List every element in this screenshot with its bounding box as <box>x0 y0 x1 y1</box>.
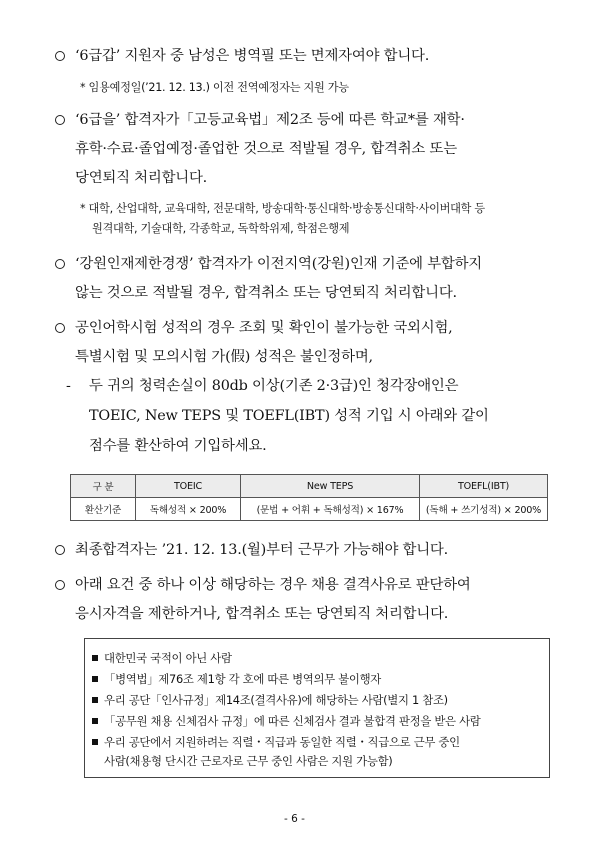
disqualification-1: 아래 요건 중 하나 이상 해당하는 경우 채용 결격사유로 판단하여 <box>75 577 471 593</box>
hearing-impaired-3: 점수를 환산하여 기입하세요. <box>89 438 267 454</box>
square-bullet-icon <box>92 676 98 682</box>
table-cell: (독해 + 쓰기성적) × 200% <box>420 498 548 521</box>
bullet-circle-icon <box>55 323 65 333</box>
table-header: TOEFL(IBT) <box>420 475 548 498</box>
list-item: 우리 공단「인사규정」제14조(결격사유)에 해당하는 사람(별지 1 참조) <box>104 693 448 707</box>
table-cell: (문법 + 어휘 + 독해성적) × 167% <box>241 498 420 521</box>
table-header: TOEIC <box>136 475 241 498</box>
list-item-continuation: 사람(채용형 단시간 근로자로 근무 중인 사람은 지원 가능함) <box>104 754 393 768</box>
square-bullet-icon <box>92 718 98 724</box>
table-cell: 환산기준 <box>71 498 136 521</box>
bullet-circle-icon <box>55 545 65 555</box>
table-row <box>71 498 548 521</box>
requirement-education-2: 휴학·수료·졸업예정·졸업한 것으로 적발될 경우, 합격취소 또는 <box>75 141 457 157</box>
list-item: 「병역법」제76조 제1항 각 호에 따른 병역의무 불이행자 <box>104 672 382 686</box>
note-discharge: * 임용예정일(’21. 12. 13.) 이전 전역예정자는 지원 가능 <box>80 81 349 94</box>
note-schools-2: 원격대학, 기술대학, 각종학교, 독학학위제, 학점은행제 <box>92 222 350 235</box>
requirement-regional-1: ‘강원인재제한경쟁’ 합격자가 이전지역(강원)인재 기준에 부합하지 <box>75 256 483 272</box>
requirement-start-date: 최종합격자는 ’21. 12. 13.(월)부터 근무가 가능해야 합니다. <box>75 542 449 558</box>
list-item: 우리 공단에서 지원하려는 직렬・직급과 동일한 직렬・직급으로 근무 중인 <box>104 735 460 749</box>
disqualification-2: 응시자격을 제한하거나, 합격취소 또는 당연퇴직 처리합니다. <box>75 606 449 622</box>
dash-symbol: - <box>66 378 71 394</box>
requirement-military: ‘6급갑’ 지원자 중 남성은 병역필 또는 면제자여야 합니다. <box>75 48 430 64</box>
bullet-circle-icon <box>55 51 65 61</box>
score-conversion-table <box>70 474 548 521</box>
square-bullet-icon <box>92 697 98 703</box>
bullet-circle-icon <box>55 259 65 269</box>
requirement-regional-2: 않는 것으로 적발될 경우, 합격취소 또는 당연퇴직 처리합니다. <box>75 285 457 301</box>
table-header: New TEPS <box>241 475 420 498</box>
requirement-education-1: ‘6급을’ 합격자가「고등교육법」제2조 등에 따른 학교*를 재학· <box>75 112 465 128</box>
table-cell: 독해성적 × 200% <box>136 498 241 521</box>
requirement-language-2: 특별시험 및 모의시험 가(假) 성적은 불인정하며, <box>75 349 373 365</box>
table-header: 구 분 <box>71 475 136 498</box>
bullet-circle-icon <box>55 115 65 125</box>
square-bullet-icon <box>92 655 98 661</box>
bullet-circle-icon <box>55 580 65 590</box>
note-schools-1: * 대학, 산업대학, 교육대학, 전문대학, 방송대학·통신대학·방송통신대학·사이버대학 등 <box>80 202 485 215</box>
page-number: - 6 - <box>284 813 305 825</box>
list-item: 대한민국 국적이 아닌 사람 <box>104 651 232 665</box>
table-header-row <box>71 475 548 498</box>
square-bullet-icon <box>92 739 98 745</box>
requirement-education-3: 당연퇴직 처리합니다. <box>75 170 208 186</box>
hearing-impaired-2: TOEIC, New TEPS 및 TOEFL(IBT) 성적 기입 시 아래와 같이 <box>89 408 489 424</box>
requirement-language-1: 공인어학시험 성적의 경우 조회 및 확인이 불가능한 국외시험, <box>75 320 453 336</box>
hearing-impaired-1: 두 귀의 청력손실이 80db 이상(기존 2·3급)인 청각장애인은 <box>89 378 459 394</box>
list-item: 「공무원 채용 신체검사 규정」에 따른 신체검사 결과 불합격 판정을 받은 사람 <box>104 714 481 728</box>
